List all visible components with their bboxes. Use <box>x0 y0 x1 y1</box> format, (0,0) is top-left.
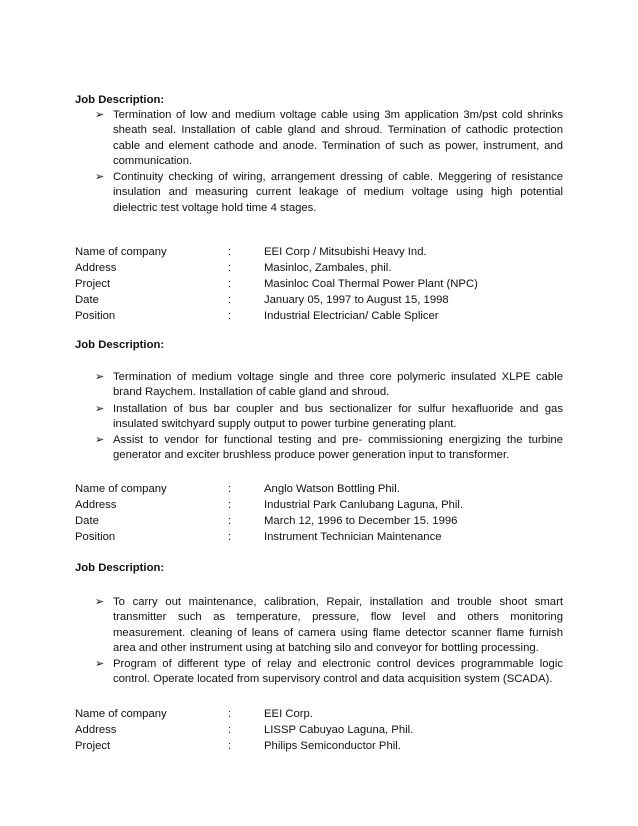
info-value: Masinloc, Zambales, phil. <box>264 262 392 274</box>
list-item <box>95 595 563 656</box>
info-row <box>75 308 575 324</box>
info-row <box>75 529 575 545</box>
employment-info <box>75 481 575 545</box>
info-label: Name of company <box>75 246 167 258</box>
info-label: Position <box>75 531 116 543</box>
employment-info <box>75 244 575 324</box>
info-value: Anglo Watson Bottling Phil. <box>264 483 400 495</box>
info-value: January 05, 1997 to August 15, 1998 <box>264 294 449 306</box>
list-item <box>95 657 563 688</box>
info-value: March 12, 1996 to December 15. 1996 <box>264 515 458 527</box>
info-value: Industrial Park Canlubang Laguna, Phil. <box>264 499 464 511</box>
info-value: Masinloc Coal Thermal Power Plant (NPC) <box>264 278 478 290</box>
job-description-heading: Job Description: <box>75 94 165 106</box>
info-row <box>75 260 575 276</box>
info-value: Philips Semiconductor Phil. <box>264 740 401 752</box>
info-value: Instrument Technician Maintenance <box>264 531 442 543</box>
info-row <box>75 497 575 513</box>
info-colon: : <box>228 483 232 495</box>
info-row <box>75 481 575 497</box>
info-label: Date <box>75 515 99 527</box>
list-item <box>95 170 563 216</box>
list-item-text: To carry out maintenance, calibration, Repair, installation and trouble shoot smart transmitter such as temperature, pressure, flow level and others monitoring measurement. cleaning of leans of camera using flame detector scanner flame furnish area and other instrument using at batching silo and conveyor for bottling processing. <box>113 596 563 654</box>
employment-info <box>75 706 575 754</box>
info-label: Address <box>75 724 117 736</box>
list-item-text: Assist to vendor for functional testing and pre- commissioning energizing the turbine generator and exciter brushless produce power generation input to transformer. <box>113 434 563 462</box>
info-label: Project <box>75 740 111 752</box>
arrow-bullet-icon: ➢ <box>95 596 105 608</box>
arrow-bullet-icon: ➢ <box>95 109 105 121</box>
list-item-text: Termination of low and medium voltage cable using 3m application 3m/pst cold shrinks sheath seal. Installation of cable gland and shroud. Termination of cathodic protection cable and element cathode and anode. Termination of such as power, instrument, and communication. <box>113 109 563 167</box>
list-item <box>95 108 563 169</box>
info-colon: : <box>228 310 232 322</box>
list-item <box>95 402 563 433</box>
info-value: EEI Corp. <box>264 708 313 720</box>
list-item-text: Installation of bus bar coupler and bus sectionalizer for sulfur hexafluoride and gas insulated switchyard supply output to power turbine generating plant. <box>113 402 563 430</box>
list-item <box>95 370 563 401</box>
job-description-heading: Job Description: <box>75 339 165 351</box>
info-colon: : <box>228 724 232 736</box>
info-colon: : <box>228 708 232 720</box>
job-description-list <box>95 108 563 217</box>
info-row <box>75 706 575 722</box>
job-description-heading: Job Description: <box>75 562 165 574</box>
info-row <box>75 276 575 292</box>
info-label: Position <box>75 310 116 322</box>
info-colon: : <box>228 515 232 527</box>
info-label: Name of company <box>75 483 167 495</box>
arrow-bullet-icon: ➢ <box>95 434 105 447</box>
info-label: Date <box>75 294 99 306</box>
list-item <box>95 433 563 464</box>
info-row <box>75 513 575 529</box>
info-label: Address <box>75 499 117 511</box>
arrow-bullet-icon: ➢ <box>95 402 105 415</box>
arrow-bullet-icon: ➢ <box>95 658 105 671</box>
info-value: EEI Corp / Mitsubishi Heavy Ind. <box>264 246 427 258</box>
info-row <box>75 722 575 738</box>
info-colon: : <box>228 531 232 543</box>
info-value: Industrial Electrician/ Cable Splicer <box>264 310 439 322</box>
info-row <box>75 244 575 260</box>
list-item-text: Termination of medium voltage single and three core polymeric insulated XLPE cable brand Raychem. Installation of cable gland and shroud. <box>113 371 563 399</box>
info-row <box>75 738 575 754</box>
info-colon: : <box>228 262 232 274</box>
info-row <box>75 292 575 308</box>
job-description-list <box>95 370 563 465</box>
info-label: Project <box>75 278 111 290</box>
info-colon: : <box>228 740 232 752</box>
info-colon: : <box>228 278 232 290</box>
arrow-bullet-icon: ➢ <box>95 371 105 383</box>
info-colon: : <box>228 246 232 258</box>
info-label: Name of company <box>75 708 167 720</box>
info-value: LISSP Cabuyao Laguna, Phil. <box>264 724 414 736</box>
info-label: Address <box>75 262 117 274</box>
list-item-text: Continuity checking of wiring, arrangement dressing of cable. Meggering of resistance insulation and measuring current leakage of medium voltage using high potential dielectric test voltage hold time 4 stages. <box>113 171 563 214</box>
job-description-list <box>95 595 563 689</box>
info-colon: : <box>228 499 232 511</box>
list-item-text: Program of different type of relay and electronic control devices programmable logic control. Operate located from supervisory control and data acquisition system (SCADA). <box>113 658 563 686</box>
info-colon: : <box>228 294 232 306</box>
arrow-bullet-icon: ➢ <box>95 171 105 184</box>
